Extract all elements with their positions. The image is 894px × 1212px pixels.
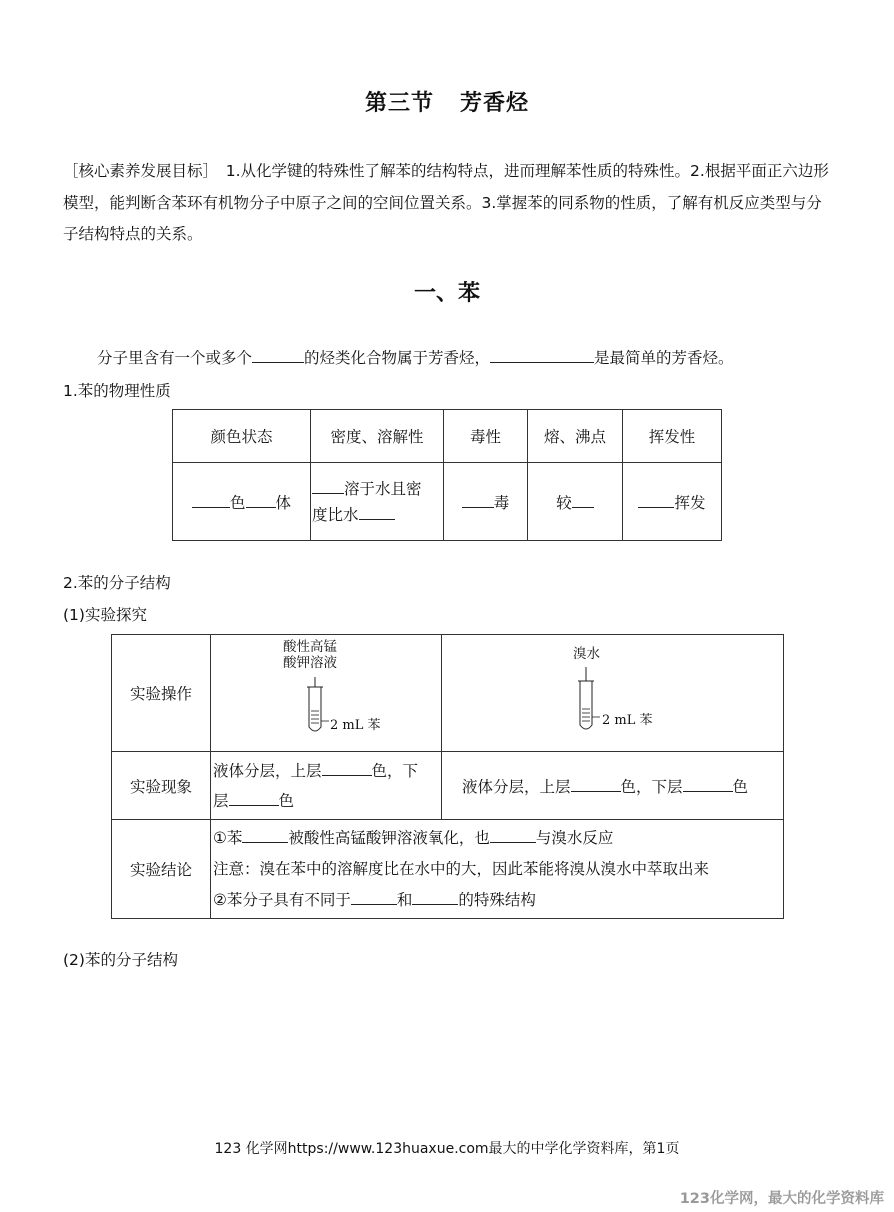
- table-header: 密度、溶解性: [311, 410, 444, 463]
- page-title: [0, 86, 894, 117]
- row-label: 实验操作: [112, 635, 211, 752]
- fill-blank: [252, 347, 304, 363]
- row-label: 实验现象: [112, 752, 211, 820]
- operation-right-cell: [442, 635, 784, 752]
- melting-boiling-cell: 较: [528, 463, 623, 541]
- conclusion-cell: [211, 820, 784, 919]
- volatility-cell: 挥发: [623, 463, 722, 541]
- density-solubility-cell: 溶于水且密 度比水: [311, 463, 444, 541]
- table-header: 颜色状态: [173, 410, 311, 463]
- title-part2: 芳香烃: [460, 90, 530, 116]
- physical-properties-table: [172, 409, 722, 541]
- conclusion-line-3: ②苯分子具有不同于 和 的特殊结构: [213, 890, 536, 909]
- conclusion-line-1: ①苯 被酸性高锰酸钾溶液氧化，也 与溴水反应: [213, 828, 614, 847]
- row-label: 实验结论: [112, 820, 211, 919]
- table-header: 熔、沸点: [528, 410, 623, 463]
- intro-sentence: 分子里含有一个或多个 的烃类化合物属于芳香烃， 是最简单的芳香烃。: [97, 349, 734, 367]
- tube-volume-label: 2 mL 苯: [330, 718, 381, 733]
- section-heading: 一、苯: [413, 280, 480, 306]
- structure-heading: 2.苯的分子结构: [63, 574, 171, 592]
- table-header: 毒性: [444, 410, 528, 463]
- reagent-label-kmno4: 酸性高锰 酸钾溶液: [283, 639, 337, 671]
- experiment-table: [111, 634, 784, 919]
- phenomenon-left-cell: 液体分层，上层 色，下 层 色: [211, 752, 442, 820]
- phenomenon-right-cell: 液体分层，上层 色，下层 色: [442, 752, 784, 820]
- reagent-label-bromine-water: 溴水: [573, 646, 600, 662]
- conclusion-note: 注意：溴在苯中的溶解度比在水中的大，因此苯能将溴从溴水中萃取出来: [213, 859, 710, 878]
- watermark: 123化学网，最大的化学资料库: [679, 1191, 884, 1207]
- physical-properties-heading: 1.苯的物理性质: [63, 382, 171, 400]
- page-footer: 123 化学网https://www.123huaxue.com最大的中学化学资料库，第1页: [214, 1141, 680, 1157]
- fill-blank: [490, 347, 594, 363]
- tube-volume-label: 2 mL 苯: [602, 713, 653, 728]
- table-header: 挥发性: [623, 410, 722, 463]
- core-goals-paragraph: ［核心素养发展目标］ 1.从化学键的特殊性了解苯的结构特点，进而理解苯性质的特殊性。2.根据平面正六边形模型，能判断含苯环有机物分子中原子之间的空间位置关系。3.掌握苯的同系物的性质，了解有机反应类型与分子结构特点的关系。: [63, 162, 829, 243]
- operation-left-cell: [211, 635, 442, 752]
- color-state-cell: 色 体: [173, 463, 311, 541]
- structure-sub-heading: (2)苯的分子结构: [63, 951, 178, 969]
- title-part1: 第三节: [364, 90, 434, 116]
- toxicity-cell: 毒: [444, 463, 528, 541]
- experiment-heading: (1)实验探究: [63, 606, 147, 624]
